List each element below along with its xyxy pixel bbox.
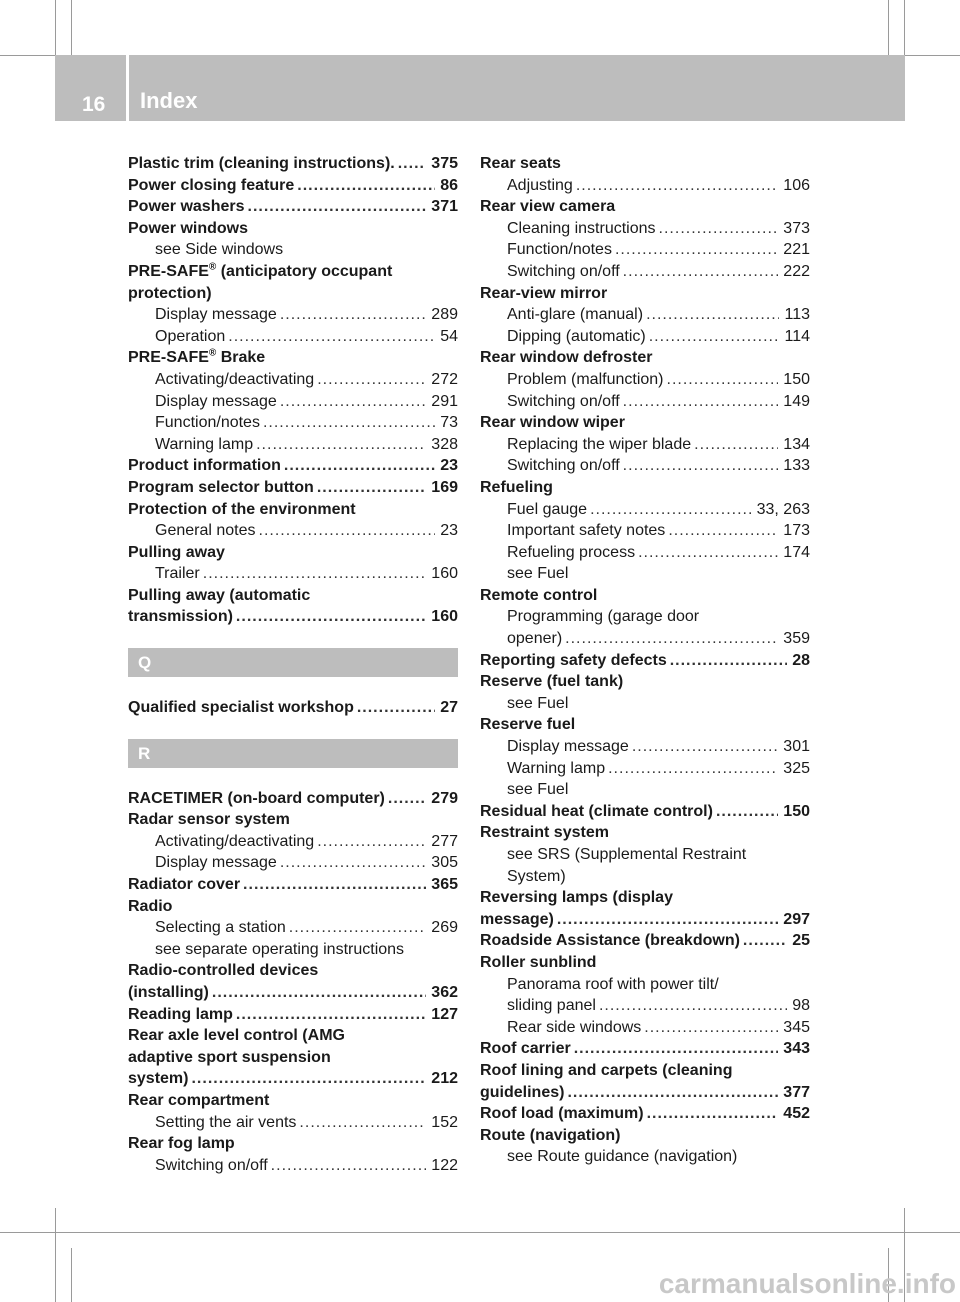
index-entry[interactable]: RACETIMER (on-board computer) ..... 279 <box>128 788 458 810</box>
index-subentry[interactable]: Adjusting ..... 106 <box>480 175 810 197</box>
index-heading: Rear-view mirror <box>480 284 608 302</box>
index-entry[interactable]: Roadside Assistance (breakdown) ..... 25 <box>480 930 810 952</box>
index-see-reference[interactable]: see Fuel <box>507 694 569 712</box>
index-heading: Reserve fuel <box>480 716 576 734</box>
index-heading-cont: adaptive sport suspension <box>128 1048 331 1066</box>
index-subentry[interactable]: Switching on/off ..... 222 <box>480 261 810 283</box>
index-entry[interactable]: transmission) ..... 160 <box>128 606 458 628</box>
index-heading: Rear fog lamp <box>128 1135 235 1153</box>
index-heading: Radar sensor system <box>128 811 290 829</box>
index-see-reference-cont[interactable]: System) <box>507 867 566 885</box>
index-subentry-line: Panorama roof with power tilt/ <box>507 975 719 993</box>
index-subentry[interactable]: Important safety notes ..... 173 <box>480 520 810 542</box>
index-heading: Roof lining and carpets (cleaning <box>480 1061 733 1079</box>
watermark: carmanualsonline.info <box>658 1268 956 1299</box>
index-column-right <box>480 153 810 1168</box>
index-heading: Pulling away <box>128 543 225 561</box>
index-subentry[interactable]: Setting the air vents ..... 152 <box>128 1112 458 1134</box>
index-see-reference[interactable]: see Side windows <box>155 241 284 259</box>
page-title: Index <box>140 88 198 113</box>
index-heading: Power windows <box>128 219 249 237</box>
index-subentry[interactable]: Display message ..... 301 <box>480 736 810 758</box>
index-entry[interactable]: Plastic trim (cleaning instructions) . ..... 375 <box>128 153 458 175</box>
index-subentry[interactable]: Selecting a station ..... 269 <box>128 917 458 939</box>
index-subentry[interactable]: Activating/deactivating ..... 272 <box>128 369 458 391</box>
index-entry[interactable]: Power closing feature ..... 86 <box>128 175 458 197</box>
index-heading: Rear axle level control (AMG <box>128 1027 345 1045</box>
index-subentry[interactable]: Warning lamp ..... 328 <box>128 434 458 456</box>
index-entry[interactable]: Radiator cover ..... 365 <box>128 874 458 896</box>
index-heading-cont: protection) <box>128 284 212 302</box>
index-entry[interactable]: system) ..... 212 <box>128 1068 458 1090</box>
index-heading: Restraint system <box>480 824 609 842</box>
index-subentry[interactable]: Refueling process ..... 174 <box>480 542 810 564</box>
header-divider <box>126 55 129 121</box>
section-letter-q: Q <box>128 648 458 677</box>
index-subentry[interactable]: General notes ..... 23 <box>128 520 458 542</box>
index-subentry[interactable]: Display message ..... 289 <box>128 304 458 326</box>
index-see-reference[interactable]: see Route guidance (navigation) <box>507 1148 738 1166</box>
page-number: 16 <box>82 93 106 116</box>
index-heading: Reversing lamps (display <box>480 889 673 907</box>
index-subentry[interactable]: Dipping (automatic) ..... 114 <box>480 326 810 348</box>
index-subentry[interactable]: Problem (malfunction) ..... 150 <box>480 369 810 391</box>
index-entry[interactable]: Roof carrier ..... 343 <box>480 1038 810 1060</box>
index-see-reference[interactable]: see SRS (Supplemental Restraint <box>507 846 747 863</box>
index-heading: Reserve (fuel tank) <box>480 673 624 691</box>
index-entry[interactable]: Residual heat (climate control) ..... 150 <box>480 801 810 823</box>
crop-mark <box>71 1248 72 1302</box>
index-subentry[interactable]: Function/notes ..... 221 <box>480 239 810 261</box>
section-letter-r: R <box>128 739 458 768</box>
index-entry[interactable]: Qualified specialist workshop ..... 27 <box>128 697 458 719</box>
index-heading: Remote control <box>480 586 598 604</box>
index-see-reference[interactable]: see separate operating instructions <box>155 940 405 958</box>
index-heading: Radio-controlled devices <box>128 962 319 980</box>
index-entry[interactable]: guidelines) ..... 377 <box>480 1082 810 1104</box>
index-heading: Rear seats <box>480 155 561 172</box>
index-subentry[interactable]: Display message ..... 305 <box>128 852 458 874</box>
index-heading: Rear window defroster <box>480 349 653 367</box>
index-subentry[interactable]: Anti-glare (manual) ..... 113 <box>480 304 810 326</box>
index-heading: Radio <box>128 897 173 915</box>
index-subentry-line: Programming (garage door <box>507 608 700 626</box>
index-subentry[interactable]: Switching on/off ..... 133 <box>480 455 810 477</box>
index-entry[interactable]: message) ..... 297 <box>480 909 810 931</box>
index-entry[interactable]: Power washers ..... 371 <box>128 196 458 218</box>
index-entry[interactable]: Reading lamp ..... 127 <box>128 1004 458 1026</box>
index-heading: Roller sunblind <box>480 953 597 971</box>
index-subentry[interactable]: opener) ..... 359 <box>480 628 810 650</box>
index-heading: Refueling <box>480 478 553 496</box>
crop-mark <box>0 1232 960 1233</box>
index-heading: Rear view camera <box>480 198 616 216</box>
index-subentry[interactable]: Replacing the wiper blade ..... 134 <box>480 434 810 456</box>
crop-mark <box>71 0 72 55</box>
index-subentry[interactable]: sliding panel ..... 98 <box>480 995 810 1017</box>
index-subentry[interactable]: Warning lamp ..... 325 <box>480 758 810 780</box>
index-entry[interactable]: Product information ..... 23 <box>128 455 458 477</box>
index-subentry[interactable]: Switching on/off ..... 122 <box>128 1155 458 1177</box>
crop-mark <box>55 0 56 55</box>
crop-mark <box>904 0 905 55</box>
crop-mark <box>55 1208 56 1302</box>
index-heading: Rear window wiper <box>480 414 625 432</box>
index-subentry[interactable]: Switching on/off ..... 149 <box>480 391 810 413</box>
index-entry[interactable]: Roof load (maximum) ..... 452 <box>480 1103 810 1125</box>
index-entry[interactable]: Program selector button ..... 169 <box>128 477 458 499</box>
index-heading: PRE-SAFE® (anticipatory occupant <box>128 261 393 280</box>
index-subentry[interactable]: Trailer ..... 160 <box>128 563 458 585</box>
index-heading: Rear compartment <box>128 1091 270 1109</box>
index-see-reference[interactable]: see Fuel <box>507 781 569 799</box>
index-subentry[interactable]: Fuel gauge ..... 33, 263 <box>480 499 810 521</box>
index-heading: Protection of the environment <box>128 500 356 518</box>
crop-mark <box>888 0 889 55</box>
index-entry[interactable]: (installing) ..... 362 <box>128 982 458 1004</box>
index-entry[interactable]: Reporting safety defects ..... 28 <box>480 650 810 672</box>
index-heading: Route (navigation) <box>480 1126 621 1144</box>
index-heading: Pulling away (automatic <box>128 586 311 604</box>
index-subentry[interactable]: Activating/deactivating ..... 277 <box>128 831 458 853</box>
index-subentry[interactable]: Rear side windows ..... 345 <box>480 1017 810 1039</box>
index-subentry[interactable]: Cleaning instructions ..... 373 <box>480 218 810 240</box>
index-subentry[interactable]: Function/notes ..... 73 <box>128 412 458 434</box>
index-see-reference[interactable]: see Fuel <box>507 565 569 583</box>
index-subentry[interactable]: Operation ..... 54 <box>128 326 458 348</box>
index-column-left <box>128 153 458 1176</box>
index-heading: PRE-SAFE® Brake <box>128 348 266 367</box>
index-subentry[interactable]: Display message ..... 291 <box>128 391 458 413</box>
